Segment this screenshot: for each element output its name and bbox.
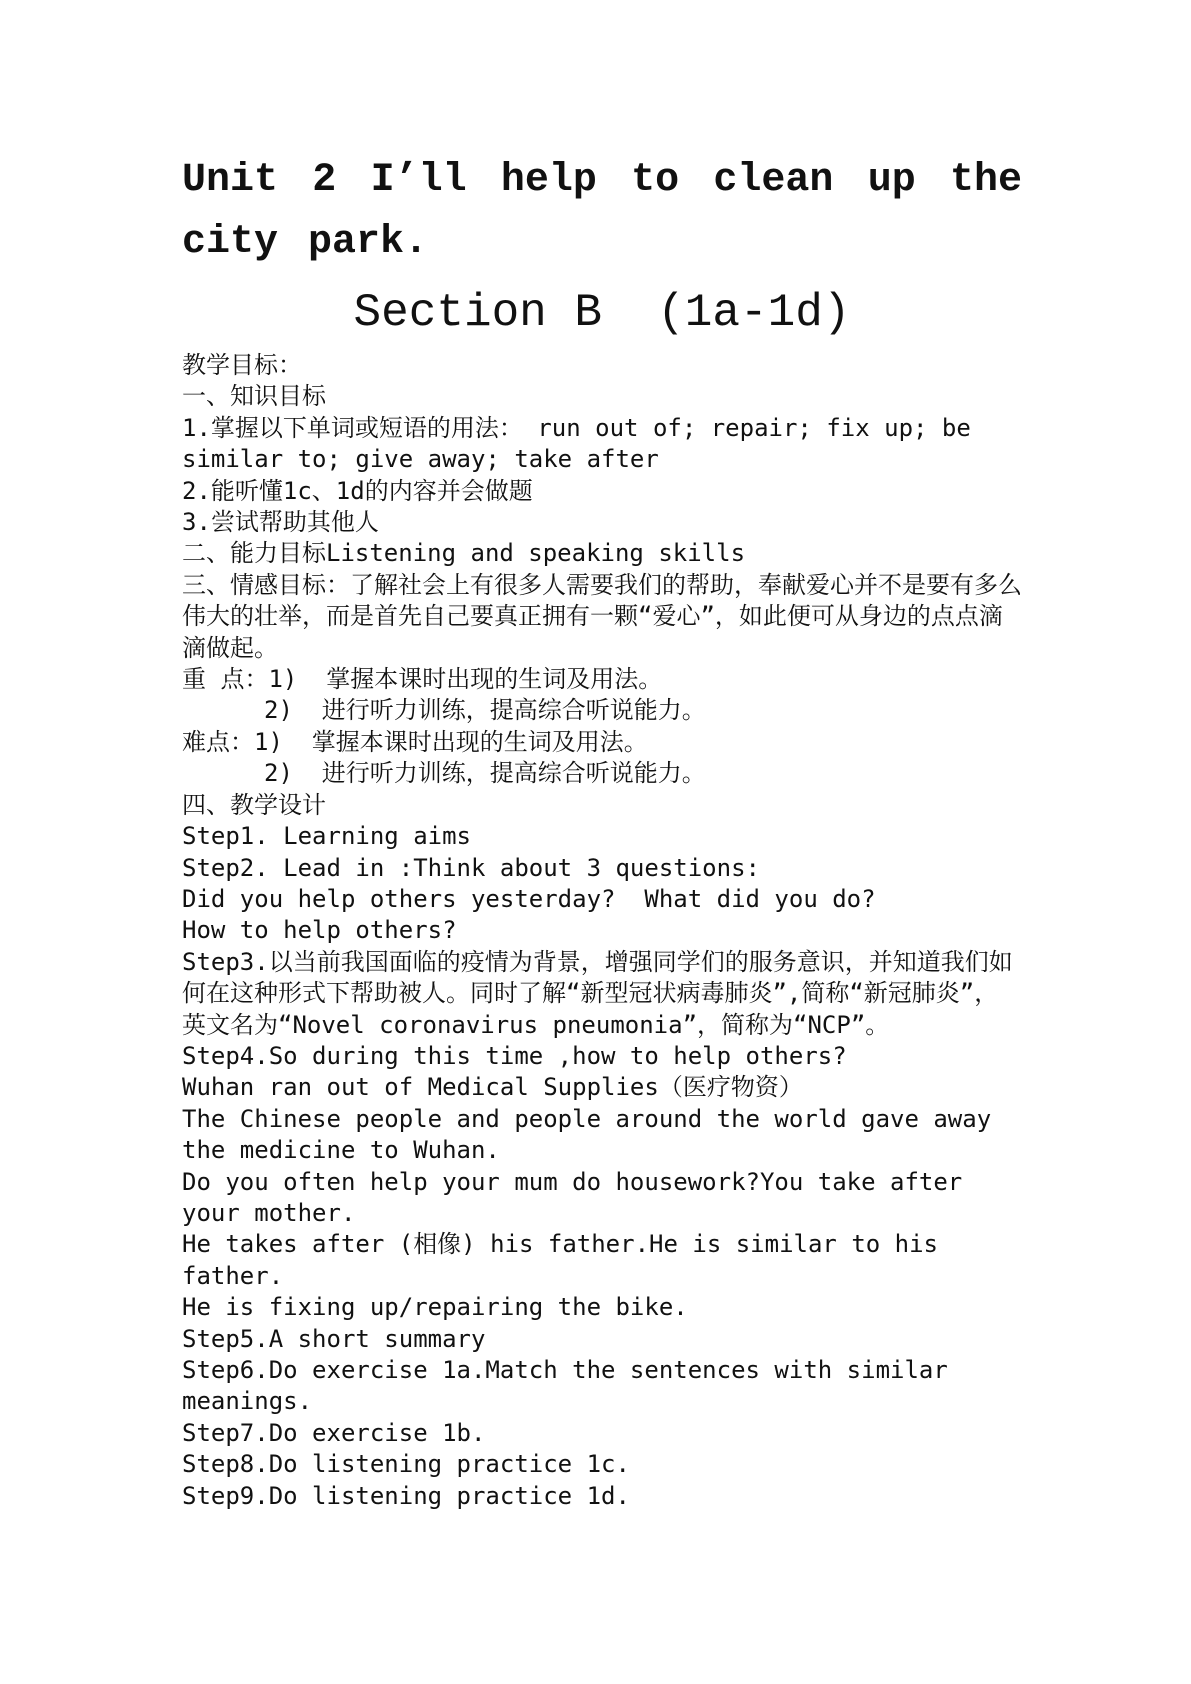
step-4-example-3: Do you often help your mum do housework?You take after your mother. bbox=[182, 1167, 977, 1227]
step-4: Step4.So during this time ,how to help others? bbox=[182, 1041, 847, 1070]
step-4-example-1: Wuhan ran out of Medical Supplies（医疗物资） bbox=[182, 1073, 803, 1102]
knowledge-goal-item-2: 2.能听懂1c、1d的内容并会做题 bbox=[182, 476, 533, 505]
emotion-goal: 三、情感目标：了解社会上有很多人需要我们的帮助，奉献爱心并不是要有多么伟大的壮举，而是首先自己要真正拥有一颗“爱心”，如此便可从身边的点点滴滴做起。 bbox=[182, 570, 1022, 662]
step-4-example-5: He is fixing up/repairing the bike. bbox=[182, 1293, 688, 1322]
key-point-2: 2) 进行听力训练，提高综合听说能力。 bbox=[264, 696, 706, 725]
step-6: Step6.Do exercise 1a.Match the sentences with similar meanings. bbox=[182, 1356, 963, 1416]
difficult-point-2: 2) 进行听力训练，提高综合听说能力。 bbox=[264, 759, 706, 788]
step-5: Step5.A short summary bbox=[182, 1324, 486, 1353]
step-3: Step3.以当前我国面临的疫情为背景，增强同学们的服务意识，并知道我们如何在这种形式下帮助被人。同时了解“新型冠状病毒肺炎”,简称“新冠肺炎”，英文名为“Novel coronavirus pneumonia”，简称为“NCP”。 bbox=[182, 947, 1013, 1039]
objectives-heading: 教学目标： bbox=[182, 351, 302, 379]
document-body bbox=[182, 350, 1022, 1512]
document-page bbox=[182, 150, 1022, 1512]
step-8: Step8.Do listening practice 1c. bbox=[182, 1450, 630, 1479]
step-7: Step7.Do exercise 1b. bbox=[182, 1418, 486, 1447]
step-2: Step2. Lead in :Think about 3 questions: bbox=[182, 853, 760, 882]
knowledge-goal-item-3: 3.尝试帮助其他人 bbox=[182, 508, 379, 537]
knowledge-goal-heading: 一、知识目标 bbox=[182, 382, 326, 411]
step-1: Step1. Learning aims bbox=[182, 822, 471, 851]
teaching-design-heading: 四、教学设计 bbox=[182, 790, 326, 819]
document-title: Unit 2 I’ll help to clean up the city park. bbox=[182, 158, 1022, 265]
step-9: Step9.Do listening practice 1d. bbox=[182, 1481, 630, 1510]
difficult-point-1: 难点：1) 掌握本课时出现的生词及用法。 bbox=[182, 727, 648, 756]
step-4-example-4: He takes after (相像) his father.He is similar to his father. bbox=[182, 1230, 953, 1290]
step-4-example-2: The Chinese people and people around the world gave away the medicine to Wuhan. bbox=[182, 1104, 1006, 1165]
key-point-1: 重 点：1) 掌握本课时出现的生词及用法。 bbox=[182, 665, 663, 694]
document-subtitle: Section B (1a-1d) bbox=[353, 287, 851, 339]
step-2-question-a: Did you help others yesterday? What did you do? bbox=[182, 884, 876, 913]
step-2-question-b: How to help others? bbox=[182, 916, 457, 945]
knowledge-goal-item-1: 1.掌握以下单词或短语的用法： run out of; repair; fix up; be similar to; give away; take after bbox=[182, 413, 986, 474]
ability-goal: 二、能力目标Listening and speaking skills bbox=[182, 539, 746, 568]
